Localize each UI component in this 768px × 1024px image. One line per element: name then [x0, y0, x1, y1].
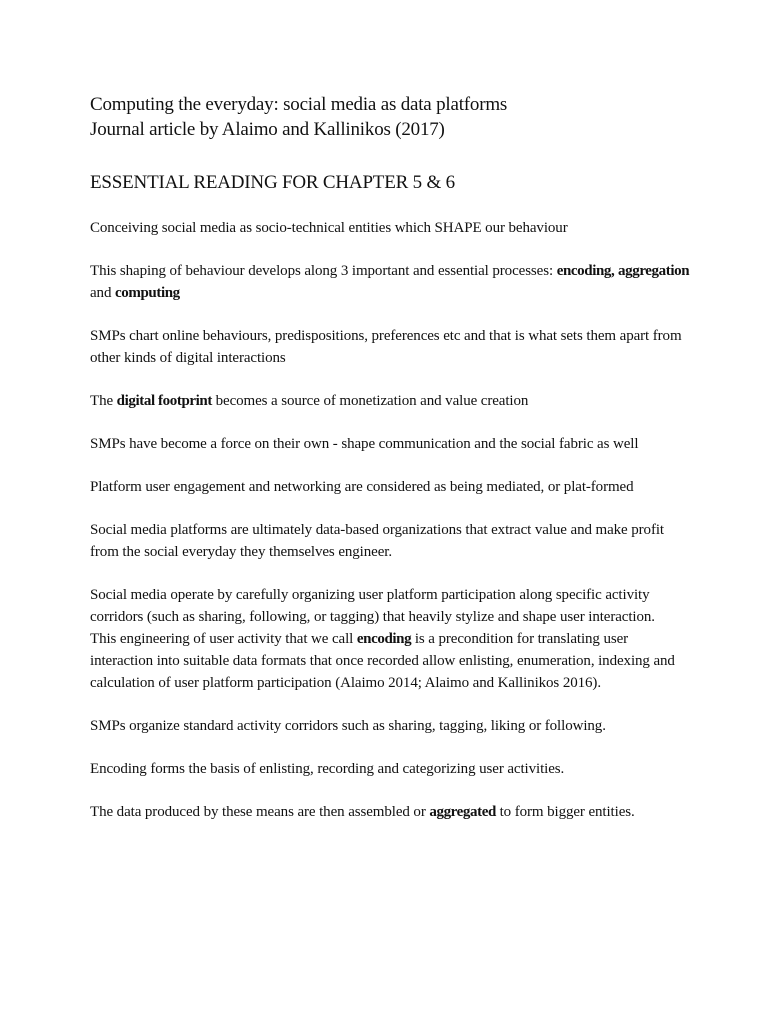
paragraph-9	[90, 628, 690, 694]
paragraph-12-text-a: The data produced by these means are then assembled or	[90, 804, 430, 820]
paragraph-4	[90, 390, 690, 412]
paragraph-10: SMPs organize standard activity corridors such as sharing, tagging, liking or following.	[90, 718, 606, 734]
term-computing: computing	[115, 285, 180, 301]
paragraph-9-text-b: is a precondition for translating user interaction into suitable data formats that once recorded allow enlisting, enumeration, indexing and calculation of user platform participation (Alaimo 2014; Alaimo and Kallinikos 2016).	[90, 631, 675, 691]
term-aggregation: aggregation	[618, 263, 690, 279]
paragraph-6: Platform user engagement and networking are considered as being mediated, or plat-formed	[90, 479, 634, 495]
paragraph-5: SMPs have become a force on their own - shape communication and the social fabric as well	[90, 436, 639, 452]
paragraph-12-text-b: to form bigger entities.	[495, 804, 635, 820]
title-line-1: Computing the everyday: social media as data platforms	[90, 94, 508, 115]
term-aggregated: aggregated	[429, 804, 496, 820]
paragraph-11: Encoding forms the basis of enlisting, recording and categorizing user activities.	[90, 761, 565, 777]
paragraph-7: Social media platforms are ultimately data-based organizations that extract value and make profit from the social everyday they themselves engineer.	[90, 522, 664, 560]
paragraph-9-text-a: This engineering of user activity that we call	[90, 631, 357, 647]
term-encoding: encoding,	[556, 263, 615, 279]
term-encoding-2: encoding	[356, 631, 412, 647]
document-title	[90, 92, 690, 142]
paragraph-3: SMPs chart online behaviours, predispositions, preferences etc and that is what sets them apart from other kinds of digital interactions	[90, 328, 682, 366]
paragraph-1: Conceiving social media as socio-technical entities which SHAPE our behaviour	[90, 220, 568, 236]
paragraph-2	[90, 260, 690, 304]
paragraph-2-text-a: This shaping of behaviour develops along 3 important and essential processes:	[90, 263, 557, 279]
paragraph-4-text-a: The	[90, 393, 117, 409]
paragraph-8: Social media operate by carefully organizing user platform participation along specific activity corridors (such as sharing, following, or tagging) that heavily stylize and shape user interaction.	[90, 587, 655, 625]
paragraph-12	[90, 801, 690, 823]
title-line-2: Journal article by Alaimo and Kallinikos (2017)	[90, 119, 445, 140]
paragraph-4-text-b: becomes a source of monetization and value creation	[211, 393, 529, 409]
document-page	[90, 92, 690, 823]
paragraph-2-text-b: and	[90, 285, 116, 301]
term-digital-footprint: digital footprint	[116, 393, 212, 409]
section-heading: ESSENTIAL READING FOR CHAPTER 5 & 6	[90, 172, 455, 193]
